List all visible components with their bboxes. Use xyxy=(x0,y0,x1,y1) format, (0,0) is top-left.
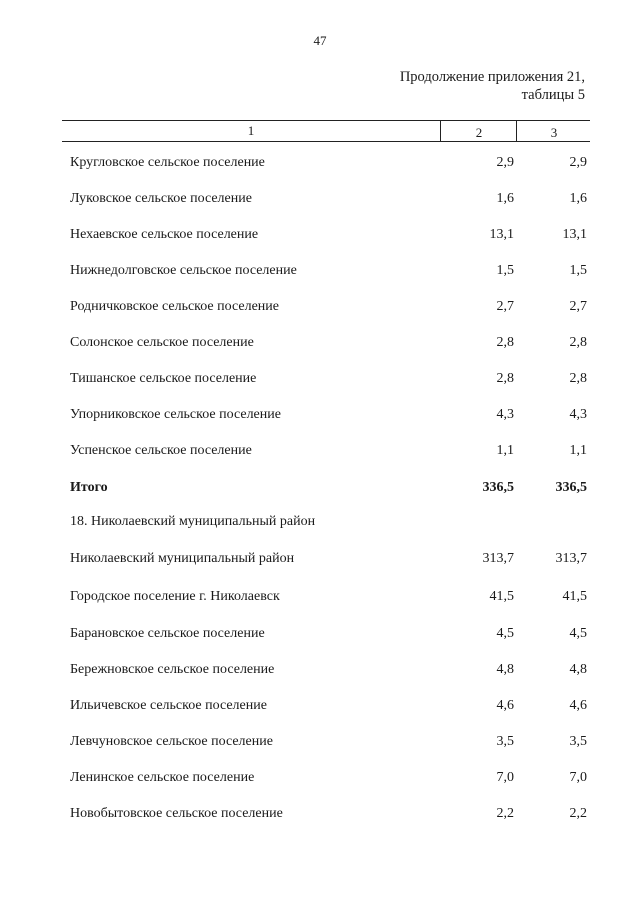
row-value-col3: 4,3 xyxy=(569,407,587,422)
row-name: Барановское сельское поселение xyxy=(70,626,265,641)
row-value-col2: 4,6 xyxy=(496,698,514,713)
row-value-col2: 1,5 xyxy=(496,263,514,278)
row-value-col2: 7,0 xyxy=(496,770,514,785)
table-row xyxy=(0,662,640,682)
row-name: Городское поселение г. Николаевск xyxy=(70,589,280,604)
table-header xyxy=(62,120,590,142)
row-value-col3: 3,5 xyxy=(569,734,587,749)
caption-line-1: Продолжение приложения 21, xyxy=(399,69,585,85)
row-value-col3: 41,5 xyxy=(562,589,587,604)
row-value-col3: 1,1 xyxy=(569,443,587,458)
table-row xyxy=(0,263,640,283)
total-value-col3: 336,5 xyxy=(555,480,587,495)
row-name: Родничковское сельское поселение xyxy=(70,299,279,314)
row-value-col2: 13,1 xyxy=(489,227,514,242)
table-row xyxy=(0,734,640,754)
page-number: 47 xyxy=(313,33,327,48)
table-row xyxy=(0,806,640,826)
row-name: Нижнедолговское сельское поселение xyxy=(70,263,297,278)
row-name: Тишанское сельское поселение xyxy=(70,371,257,386)
total-value-col2: 336,5 xyxy=(482,480,514,495)
table-row xyxy=(0,770,640,790)
row-value-col2: 1,1 xyxy=(496,443,514,458)
section-title: 18. Николаевский муниципальный район xyxy=(70,514,316,529)
table-row xyxy=(0,589,640,609)
table-row xyxy=(0,407,640,427)
table-row xyxy=(0,626,640,646)
header-col-1: 1 xyxy=(247,123,255,138)
row-value-col2: 4,5 xyxy=(496,626,514,641)
row-value-col2: 4,8 xyxy=(496,662,514,677)
row-value-col2: 1,6 xyxy=(496,191,514,206)
row-value-col3: 2,9 xyxy=(569,155,587,170)
table-row xyxy=(0,191,640,211)
table-row xyxy=(0,371,640,391)
row-name: Упорниковское сельское поселение xyxy=(70,407,281,422)
row-name: Нехаевское сельское поселение xyxy=(70,227,259,242)
row-value-col3: 2,8 xyxy=(569,371,587,386)
row-name: Кругловское сельское поселение xyxy=(70,155,265,170)
row-name: Ленинское сельское поселение xyxy=(70,770,255,785)
header-col-2: 2 xyxy=(440,121,517,141)
table-row xyxy=(0,551,640,571)
row-name: Новобытовское сельское поселение xyxy=(70,806,283,821)
row-name: Николаевский муниципальный район xyxy=(70,551,295,566)
row-value-col2: 2,8 xyxy=(496,335,514,350)
table-row xyxy=(0,299,640,319)
row-name: Ильичевское сельское поселение xyxy=(70,698,267,713)
row-value-col2: 2,8 xyxy=(496,371,514,386)
row-name: Левчуновское сельское поселение xyxy=(70,734,273,749)
row-value-col3: 1,6 xyxy=(569,191,587,206)
row-value-col3: 4,6 xyxy=(569,698,587,713)
table-caption xyxy=(400,68,585,104)
row-value-col2: 2,9 xyxy=(496,155,514,170)
table-row xyxy=(0,443,640,463)
row-value-col3: 13,1 xyxy=(562,227,587,242)
row-value-col2: 4,3 xyxy=(496,407,514,422)
row-value-col2: 3,5 xyxy=(496,734,514,749)
row-value-col3: 313,7 xyxy=(555,551,587,566)
row-name: Солонское сельское поселение xyxy=(70,335,254,350)
table-row xyxy=(0,698,640,718)
table-row xyxy=(0,155,640,175)
total-label: Итого xyxy=(70,480,108,495)
header-col-3: 3 xyxy=(516,121,591,141)
row-value-col3: 7,0 xyxy=(569,770,587,785)
row-value-col2: 41,5 xyxy=(489,589,514,604)
row-value-col3: 2,7 xyxy=(569,299,587,314)
row-value-col3: 1,5 xyxy=(569,263,587,278)
row-value-col3: 2,2 xyxy=(569,806,587,821)
total-row xyxy=(0,480,640,500)
row-name: Успенское сельское поселение xyxy=(70,443,252,458)
table-row xyxy=(0,335,640,355)
row-value-col3: 4,5 xyxy=(569,626,587,641)
row-value-col2: 313,7 xyxy=(482,551,514,566)
caption-line-2: таблицы 5 xyxy=(521,87,585,103)
table-row xyxy=(0,227,640,247)
row-value-col3: 4,8 xyxy=(569,662,587,677)
row-value-col2: 2,7 xyxy=(496,299,514,314)
row-value-col3: 2,8 xyxy=(569,335,587,350)
row-value-col2: 2,2 xyxy=(496,806,514,821)
row-name: Бережновское сельское поселение xyxy=(70,662,275,677)
row-name: Луковское сельское поселение xyxy=(70,191,252,206)
